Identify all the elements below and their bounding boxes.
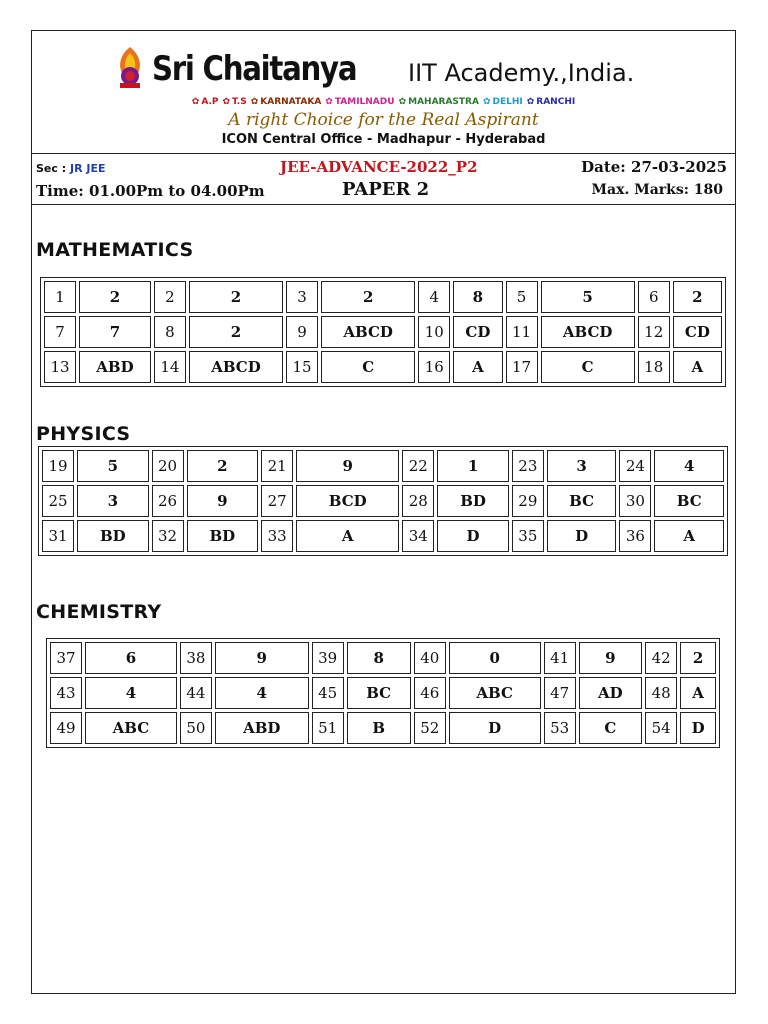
question-number: 43	[50, 677, 82, 709]
answer-value: CD	[453, 316, 502, 348]
flower-bullet-icon: ✿	[191, 97, 200, 107]
question-number: 35	[512, 520, 544, 552]
question-number: 52	[414, 712, 446, 744]
question-number: 39	[312, 642, 344, 674]
answer-value: BD	[437, 485, 509, 517]
answer-value: 4	[85, 677, 177, 709]
question-number: 31	[42, 520, 74, 552]
answer-value: 2	[187, 450, 259, 482]
question-number: 42	[645, 642, 677, 674]
question-number: 2	[154, 281, 186, 313]
question-number: 51	[312, 712, 344, 744]
answer-value: D	[437, 520, 509, 552]
answer-value: ABCD	[189, 351, 283, 383]
question-number: 25	[42, 485, 74, 517]
answer-row	[42, 450, 724, 482]
answer-value: ABC	[85, 712, 177, 744]
exam-time: Time: 01.00Pm to 04.00Pm	[36, 182, 265, 200]
state-item	[483, 97, 523, 107]
answer-value: 8	[453, 281, 502, 313]
state-item	[325, 97, 394, 107]
flower-bullet-icon: ✿	[526, 97, 535, 107]
section-title-physics: PHYSICS	[36, 423, 131, 445]
answer-value: 3	[547, 450, 617, 482]
state-label: A.P	[201, 97, 219, 107]
section-title-chemistry: CHEMISTRY	[36, 601, 162, 623]
answer-value: D	[680, 712, 716, 744]
answer-value: A	[654, 520, 724, 552]
info-divider	[32, 204, 735, 205]
exam-date: Date: 27-03-2025	[581, 158, 727, 176]
question-number: 9	[286, 316, 318, 348]
question-number: 11	[506, 316, 538, 348]
answer-value: 4	[215, 677, 309, 709]
answer-value: 2	[189, 316, 283, 348]
answer-value: 9	[579, 642, 643, 674]
question-number: 18	[638, 351, 670, 383]
state-item	[399, 97, 479, 107]
question-number: 14	[154, 351, 186, 383]
brand-logo-group	[112, 43, 390, 89]
answer-value: ABCD	[321, 316, 415, 348]
answer-value: A	[453, 351, 502, 383]
question-number: 16	[418, 351, 450, 383]
question-number: 28	[402, 485, 434, 517]
question-number: 46	[414, 677, 446, 709]
answer-value: 2	[321, 281, 415, 313]
answer-row	[44, 281, 722, 313]
question-number: 29	[512, 485, 544, 517]
question-number: 8	[154, 316, 186, 348]
answer-value: 2	[680, 642, 716, 674]
answer-value: C	[321, 351, 415, 383]
answer-value: 9	[187, 485, 259, 517]
question-number: 49	[50, 712, 82, 744]
exam-title: JEE-ADVANCE-2022_P2	[280, 158, 478, 176]
question-number: 40	[414, 642, 446, 674]
question-number: 17	[506, 351, 538, 383]
answer-value: C	[541, 351, 635, 383]
question-number: 44	[180, 677, 212, 709]
states-list	[32, 97, 735, 107]
answer-value: 2	[189, 281, 283, 313]
state-label: T.S	[232, 97, 247, 107]
max-marks: Max. Marks: 180	[591, 182, 723, 198]
question-number: 23	[512, 450, 544, 482]
answer-row	[42, 485, 724, 517]
answer-value: D	[547, 520, 617, 552]
question-number: 45	[312, 677, 344, 709]
answer-value: ABCD	[541, 316, 635, 348]
flower-bullet-icon: ✿	[325, 97, 333, 107]
state-item	[251, 97, 322, 107]
answer-value: D	[449, 712, 541, 744]
answer-value: CD	[673, 316, 722, 348]
question-number: 50	[180, 712, 212, 744]
answers-table-chemistry	[46, 638, 720, 748]
answer-value: BC	[654, 485, 724, 517]
answer-row	[50, 642, 716, 674]
answer-value: 4	[654, 450, 724, 482]
answer-row	[44, 351, 722, 383]
answer-value: 3	[77, 485, 149, 517]
state-label: KARNATAKA	[260, 97, 322, 107]
question-number: 33	[261, 520, 293, 552]
sri-chaitanya-logo	[112, 45, 148, 89]
question-number: 3	[286, 281, 318, 313]
question-number: 38	[180, 642, 212, 674]
answer-value: AD	[579, 677, 643, 709]
answer-value: C	[579, 712, 643, 744]
state-label: MAHARASTRA	[408, 97, 479, 107]
answer-value: 2	[673, 281, 722, 313]
question-number: 54	[645, 712, 677, 744]
header-divider	[32, 153, 735, 154]
answer-value: 7	[79, 316, 151, 348]
flower-bullet-icon: ✿	[250, 97, 259, 107]
answer-value: B	[347, 712, 411, 744]
question-number: 36	[619, 520, 651, 552]
answers-table-physics	[38, 446, 728, 556]
state-label: TAMILNADU	[334, 97, 395, 107]
answer-key-page	[31, 30, 736, 994]
question-number: 37	[50, 642, 82, 674]
paper-number: PAPER 2	[342, 179, 430, 200]
sec-label: Sec :	[36, 162, 67, 175]
question-number: 30	[619, 485, 651, 517]
office-address: ICON Central Office - Madhapur - Hyderabad	[221, 132, 546, 147]
question-number: 27	[261, 485, 293, 517]
answer-value: BC	[347, 677, 411, 709]
state-item	[222, 97, 246, 107]
answer-value: ABD	[79, 351, 151, 383]
tagline: A right Choice for the Real Aspirant	[228, 110, 539, 130]
question-number: 12	[638, 316, 670, 348]
answer-value: A	[680, 677, 716, 709]
question-number: 21	[261, 450, 293, 482]
flower-bullet-icon: ✿	[398, 97, 407, 107]
answer-value: 2	[79, 281, 151, 313]
flower-bullet-icon: ✿	[482, 97, 491, 107]
flower-bullet-icon: ✿	[222, 97, 231, 107]
answer-value: 5	[541, 281, 635, 313]
answer-value: 1	[437, 450, 509, 482]
answer-row	[42, 520, 724, 552]
answer-value: BD	[77, 520, 149, 552]
answer-value: BD	[187, 520, 259, 552]
state-label: RANCHI	[536, 97, 576, 107]
brand-subtitle: IIT Academy.,India.	[408, 59, 635, 87]
question-number: 19	[42, 450, 74, 482]
answer-value: BCD	[296, 485, 399, 517]
question-number: 24	[619, 450, 651, 482]
answer-value: 9	[296, 450, 399, 482]
answer-value: ABD	[215, 712, 309, 744]
answer-row	[50, 712, 716, 744]
answer-value: 6	[85, 642, 177, 674]
brand-name: Sri Chaitanya	[152, 49, 357, 89]
answer-value: 9	[215, 642, 309, 674]
answer-row	[50, 677, 716, 709]
question-number: 13	[44, 351, 76, 383]
question-number: 7	[44, 316, 76, 348]
question-number: 1	[44, 281, 76, 313]
answer-value: BC	[547, 485, 617, 517]
answer-row	[44, 316, 722, 348]
answer-value: ABC	[449, 677, 541, 709]
section-title-mathematics: MATHEMATICS	[36, 239, 194, 261]
question-number: 32	[152, 520, 184, 552]
answer-value: A	[673, 351, 722, 383]
sec-value: JR JEE	[69, 162, 106, 175]
question-number: 34	[402, 520, 434, 552]
question-number: 22	[402, 450, 434, 482]
question-number: 10	[418, 316, 450, 348]
answer-value: 0	[449, 642, 541, 674]
question-number: 47	[544, 677, 576, 709]
state-item	[527, 97, 575, 107]
answer-value: A	[296, 520, 399, 552]
answer-value: 8	[347, 642, 411, 674]
question-number: 4	[418, 281, 450, 313]
state-item	[192, 97, 219, 107]
question-number: 6	[638, 281, 670, 313]
question-number: 5	[506, 281, 538, 313]
question-number: 53	[544, 712, 576, 744]
question-number: 48	[645, 677, 677, 709]
question-number: 20	[152, 450, 184, 482]
answer-value: 5	[77, 450, 149, 482]
answers-table-mathematics	[40, 277, 726, 387]
question-number: 41	[544, 642, 576, 674]
question-number: 15	[286, 351, 318, 383]
state-label: DELHI	[492, 97, 523, 107]
question-number: 26	[152, 485, 184, 517]
section-info	[36, 162, 106, 175]
